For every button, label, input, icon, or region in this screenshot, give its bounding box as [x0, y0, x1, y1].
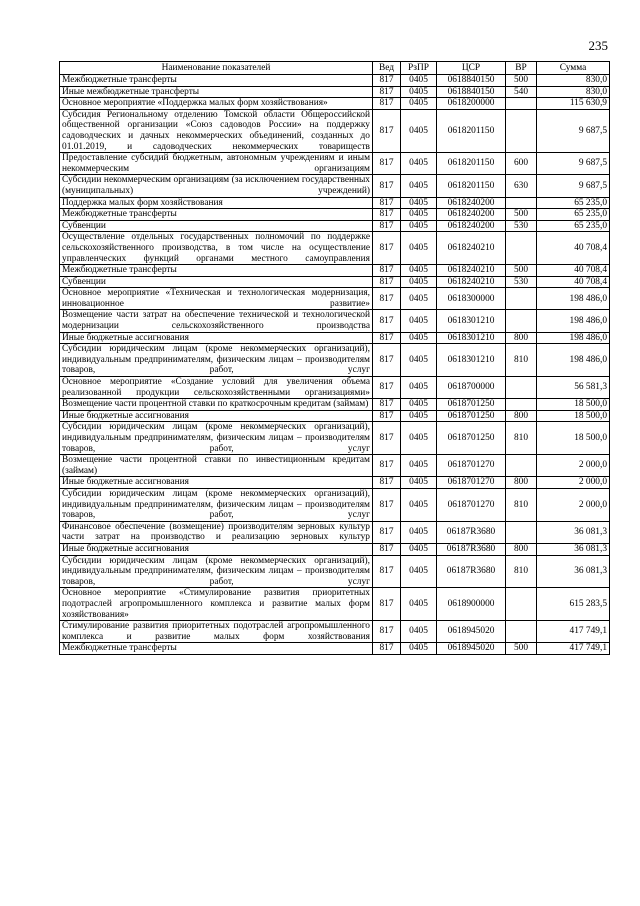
cell-vr: 810 [506, 344, 537, 377]
cell-rzpr: 0405 [401, 109, 437, 152]
cell-csr: 0618240210 [437, 265, 506, 277]
cell-vr: 810 [506, 555, 537, 588]
table-row [60, 410, 610, 422]
table-row [60, 399, 610, 411]
cell-vr: 810 [506, 488, 537, 521]
cell-csr: 0618701250 [437, 399, 506, 411]
cell-csr: 0618701250 [437, 410, 506, 422]
cell-name: Субвенции [60, 276, 373, 288]
cell-name: Субсидия Региональному отделению Томской области Общероссийской общественной организации «Союз садоводов России» на поддержку садоводческих и дачных некоммерческих объединений, созданных до 01.01.2019, и садоводческих некоммерческих товариществ [60, 109, 373, 152]
cell-rzpr: 0405 [401, 310, 437, 332]
cell-vr: 500 [506, 265, 537, 277]
cell-ved: 817 [373, 220, 401, 232]
cell-sum: 198 486,0 [537, 310, 610, 332]
cell-vr: 530 [506, 220, 537, 232]
cell-vr [506, 588, 537, 621]
cell-rzpr: 0405 [401, 232, 437, 265]
cell-sum: 36 081,3 [537, 543, 610, 555]
cell-rzpr: 0405 [401, 86, 437, 98]
cell-ved: 817 [373, 621, 401, 643]
cell-rzpr: 0405 [401, 488, 437, 521]
cell-sum: 18 500,0 [537, 422, 610, 455]
cell-rzpr: 0405 [401, 543, 437, 555]
cell-name: Стимулирование развития приоритетных подотраслей агропромышленного комплекса и развитие малых форм хозяйствования [60, 621, 373, 643]
cell-vr: 530 [506, 276, 537, 288]
cell-sum: 65 235,0 [537, 209, 610, 221]
cell-ved: 817 [373, 344, 401, 377]
cell-csr: 0618240210 [437, 276, 506, 288]
cell-ved: 817 [373, 310, 401, 332]
cell-name: Межбюджетные трансферты [60, 265, 373, 277]
cell-sum: 198 486,0 [537, 332, 610, 344]
cell-ved: 817 [373, 455, 401, 477]
cell-rzpr: 0405 [401, 288, 437, 310]
cell-sum: 9 687,5 [537, 153, 610, 175]
cell-vr: 800 [506, 477, 537, 489]
cell-vr [506, 232, 537, 265]
cell-vr: 800 [506, 410, 537, 422]
cell-sum: 830,0 [537, 75, 610, 87]
cell-rzpr: 0405 [401, 153, 437, 175]
cell-ved: 817 [373, 197, 401, 209]
table-row [60, 588, 610, 621]
cell-rzpr: 0405 [401, 175, 437, 197]
cell-sum: 2 000,0 [537, 488, 610, 521]
cell-name: Межбюджетные трансферты [60, 209, 373, 221]
cell-name: Межбюджетные трансферты [60, 75, 373, 87]
cell-rzpr: 0405 [401, 344, 437, 377]
cell-csr: 0618701270 [437, 488, 506, 521]
cell-vr: 500 [506, 75, 537, 87]
cell-rzpr: 0405 [401, 332, 437, 344]
table-row [60, 521, 610, 543]
cell-ved: 817 [373, 377, 401, 399]
table-row [60, 86, 610, 98]
cell-ved: 817 [373, 588, 401, 621]
cell-name: Финансовое обеспечение (возмещение) производителям зерновых культур части затрат на производство и реализацию зерновых культур [60, 521, 373, 543]
cell-csr: 0618201150 [437, 175, 506, 197]
cell-sum: 417 749,1 [537, 643, 610, 655]
cell-csr: 0618301210 [437, 332, 506, 344]
cell-rzpr: 0405 [401, 643, 437, 655]
cell-rzpr: 0405 [401, 477, 437, 489]
header-vr: ВР [506, 62, 537, 75]
cell-ved: 817 [373, 410, 401, 422]
cell-name: Поддержка малых форм хозяйствования [60, 197, 373, 209]
cell-csr: 0618840150 [437, 86, 506, 98]
cell-sum: 18 500,0 [537, 410, 610, 422]
cell-vr [506, 521, 537, 543]
cell-csr: 06187R3680 [437, 521, 506, 543]
cell-vr: 800 [506, 332, 537, 344]
header-sum: Сумма [537, 62, 610, 75]
cell-name: Межбюджетные трансферты [60, 643, 373, 655]
table-row [60, 455, 610, 477]
cell-sum: 65 235,0 [537, 197, 610, 209]
cell-csr: 06187R3680 [437, 543, 506, 555]
cell-name: Возмещение части процентной ставки по краткосрочным кредитам (займам) [60, 399, 373, 411]
cell-csr: 0618701270 [437, 455, 506, 477]
table-body [60, 75, 610, 655]
cell-ved: 817 [373, 332, 401, 344]
table-row [60, 555, 610, 588]
cell-sum: 40 708,4 [537, 276, 610, 288]
header-csr: ЦСР [437, 62, 506, 75]
cell-vr [506, 288, 537, 310]
cell-vr [506, 197, 537, 209]
cell-name: Основное мероприятие «Стимулирование развития приоритетных подотраслей агропромышленного комплекса и развитие малых форм хозяйствования» [60, 588, 373, 621]
cell-sum: 830,0 [537, 86, 610, 98]
cell-rzpr: 0405 [401, 521, 437, 543]
cell-rzpr: 0405 [401, 422, 437, 455]
cell-csr: 0618201150 [437, 153, 506, 175]
cell-vr: 500 [506, 643, 537, 655]
table-row [60, 422, 610, 455]
table-row [60, 477, 610, 489]
table-header-row [60, 62, 610, 75]
table-row [60, 75, 610, 87]
cell-name: Субсидии юридическим лицам (кроме некоммерческих организаций), индивидуальным предпринимателям, физическим лицам – производителям товаров, работ, услуг [60, 422, 373, 455]
table-row [60, 543, 610, 555]
cell-csr: 0618240200 [437, 209, 506, 221]
cell-name: Основное мероприятие «Поддержка малых форм хозяйствования» [60, 98, 373, 110]
cell-csr: 0618945020 [437, 621, 506, 643]
cell-vr: 500 [506, 209, 537, 221]
cell-ved: 817 [373, 521, 401, 543]
cell-vr [506, 455, 537, 477]
cell-rzpr: 0405 [401, 621, 437, 643]
cell-name: Основное мероприятие «Создание условий для увеличения объема реализованной продукции сельскохозяйственными организациями» [60, 377, 373, 399]
table-row [60, 344, 610, 377]
cell-vr: 540 [506, 86, 537, 98]
cell-csr: 0618240200 [437, 197, 506, 209]
cell-vr [506, 621, 537, 643]
table-row [60, 265, 610, 277]
cell-vr [506, 98, 537, 110]
cell-ved: 817 [373, 555, 401, 588]
cell-rzpr: 0405 [401, 455, 437, 477]
cell-ved: 817 [373, 643, 401, 655]
cell-sum: 56 581,3 [537, 377, 610, 399]
budget-table [59, 61, 610, 655]
cell-ved: 817 [373, 153, 401, 175]
cell-ved: 817 [373, 232, 401, 265]
cell-sum: 36 081,3 [537, 555, 610, 588]
cell-ved: 817 [373, 488, 401, 521]
table-row [60, 488, 610, 521]
cell-ved: 817 [373, 175, 401, 197]
table-row [60, 310, 610, 332]
cell-rzpr: 0405 [401, 197, 437, 209]
cell-csr: 0618200000 [437, 98, 506, 110]
cell-rzpr: 0405 [401, 209, 437, 221]
cell-ved: 817 [373, 543, 401, 555]
cell-sum: 115 630,9 [537, 98, 610, 110]
table-row [60, 153, 610, 175]
cell-rzpr: 0405 [401, 377, 437, 399]
cell-name: Основное мероприятие «Техническая и технологическая модернизация, инновационное развитие» [60, 288, 373, 310]
cell-ved: 817 [373, 98, 401, 110]
table-row [60, 98, 610, 110]
cell-csr: 0618240200 [437, 220, 506, 232]
cell-csr: 06187R3680 [437, 555, 506, 588]
cell-name: Субсидии юридическим лицам (кроме некоммерческих организаций), индивидуальным предпринимателям, физическим лицам – производителям товаров, работ, услуг [60, 488, 373, 521]
table-row [60, 232, 610, 265]
cell-rzpr: 0405 [401, 410, 437, 422]
cell-rzpr: 0405 [401, 265, 437, 277]
header-rzpr: РзПР [401, 62, 437, 75]
cell-csr: 0618900000 [437, 588, 506, 621]
cell-name: Иные межбюджетные трансферты [60, 86, 373, 98]
cell-ved: 817 [373, 265, 401, 277]
cell-sum: 9 687,5 [537, 175, 610, 197]
table-row [60, 621, 610, 643]
cell-sum: 65 235,0 [537, 220, 610, 232]
cell-vr [506, 399, 537, 411]
table-row [60, 332, 610, 344]
cell-ved: 817 [373, 477, 401, 489]
table-row [60, 197, 610, 209]
cell-sum: 198 486,0 [537, 288, 610, 310]
cell-ved: 817 [373, 209, 401, 221]
header-name: Наименование показателей [60, 62, 373, 75]
cell-rzpr: 0405 [401, 98, 437, 110]
cell-ved: 817 [373, 109, 401, 152]
cell-sum: 417 749,1 [537, 621, 610, 643]
cell-sum: 40 708,4 [537, 265, 610, 277]
cell-rzpr: 0405 [401, 399, 437, 411]
table-row [60, 377, 610, 399]
cell-ved: 817 [373, 86, 401, 98]
cell-csr: 0618201150 [437, 109, 506, 152]
cell-csr: 0618945020 [437, 643, 506, 655]
cell-sum: 2 000,0 [537, 477, 610, 489]
cell-csr: 0618240210 [437, 232, 506, 265]
cell-vr: 630 [506, 175, 537, 197]
table-row [60, 276, 610, 288]
header-ved: Вед [373, 62, 401, 75]
cell-csr: 0618700000 [437, 377, 506, 399]
cell-vr: 800 [506, 543, 537, 555]
cell-rzpr: 0405 [401, 276, 437, 288]
cell-name: Возмещение части процентной ставки по инвестиционным кредитам (займам) [60, 455, 373, 477]
cell-sum: 198 486,0 [537, 344, 610, 377]
cell-csr: 0618300000 [437, 288, 506, 310]
table-row [60, 220, 610, 232]
table-row [60, 643, 610, 655]
table-row [60, 288, 610, 310]
page-number: 235 [588, 38, 608, 53]
cell-name: Осуществление отдельных государственных полномочий по поддержке сельскохозяйственного производства, в том числе на осуществление управленческих функций органами местного самоуправления [60, 232, 373, 265]
cell-name: Предоставление субсидий бюджетным, автономным учреждениям и иным некоммерческим организациям [60, 153, 373, 175]
cell-sum: 40 708,4 [537, 232, 610, 265]
cell-sum: 2 000,0 [537, 455, 610, 477]
table-row [60, 209, 610, 221]
cell-name: Иные бюджетные ассигнования [60, 543, 373, 555]
cell-csr: 0618701270 [437, 477, 506, 489]
cell-name: Субсидии юридическим лицам (кроме некоммерческих организаций), индивидуальным предпринимателям, физическим лицам – производителям товаров, работ, услуг [60, 555, 373, 588]
cell-vr: 600 [506, 153, 537, 175]
cell-rzpr: 0405 [401, 220, 437, 232]
cell-vr [506, 109, 537, 152]
cell-vr [506, 377, 537, 399]
cell-csr: 0618301210 [437, 310, 506, 332]
cell-rzpr: 0405 [401, 75, 437, 87]
table-row [60, 109, 610, 152]
cell-rzpr: 0405 [401, 555, 437, 588]
cell-sum: 9 687,5 [537, 109, 610, 152]
cell-sum: 18 500,0 [537, 399, 610, 411]
cell-name: Иные бюджетные ассигнования [60, 410, 373, 422]
cell-vr: 810 [506, 422, 537, 455]
cell-ved: 817 [373, 288, 401, 310]
cell-name: Иные бюджетные ассигнования [60, 477, 373, 489]
cell-rzpr: 0405 [401, 588, 437, 621]
cell-sum: 615 283,5 [537, 588, 610, 621]
cell-name: Возмещение части затрат на обеспечение технической и технологической модернизации сельскохозяйственного производства [60, 310, 373, 332]
cell-name: Субсидии некоммерческим организациям (за исключением государственных (муниципальных) учреждений) [60, 175, 373, 197]
cell-name: Субвенции [60, 220, 373, 232]
cell-csr: 0618840150 [437, 75, 506, 87]
cell-csr: 0618301210 [437, 344, 506, 377]
table-row [60, 175, 610, 197]
cell-sum: 36 081,3 [537, 521, 610, 543]
cell-ved: 817 [373, 276, 401, 288]
cell-name: Иные бюджетные ассигнования [60, 332, 373, 344]
cell-ved: 817 [373, 75, 401, 87]
cell-vr [506, 310, 537, 332]
cell-csr: 0618701250 [437, 422, 506, 455]
cell-ved: 817 [373, 422, 401, 455]
cell-ved: 817 [373, 399, 401, 411]
cell-name: Субсидии юридическим лицам (кроме некоммерческих организаций), индивидуальным предпринимателям, физическим лицам – производителям товаров, работ, услуг [60, 344, 373, 377]
